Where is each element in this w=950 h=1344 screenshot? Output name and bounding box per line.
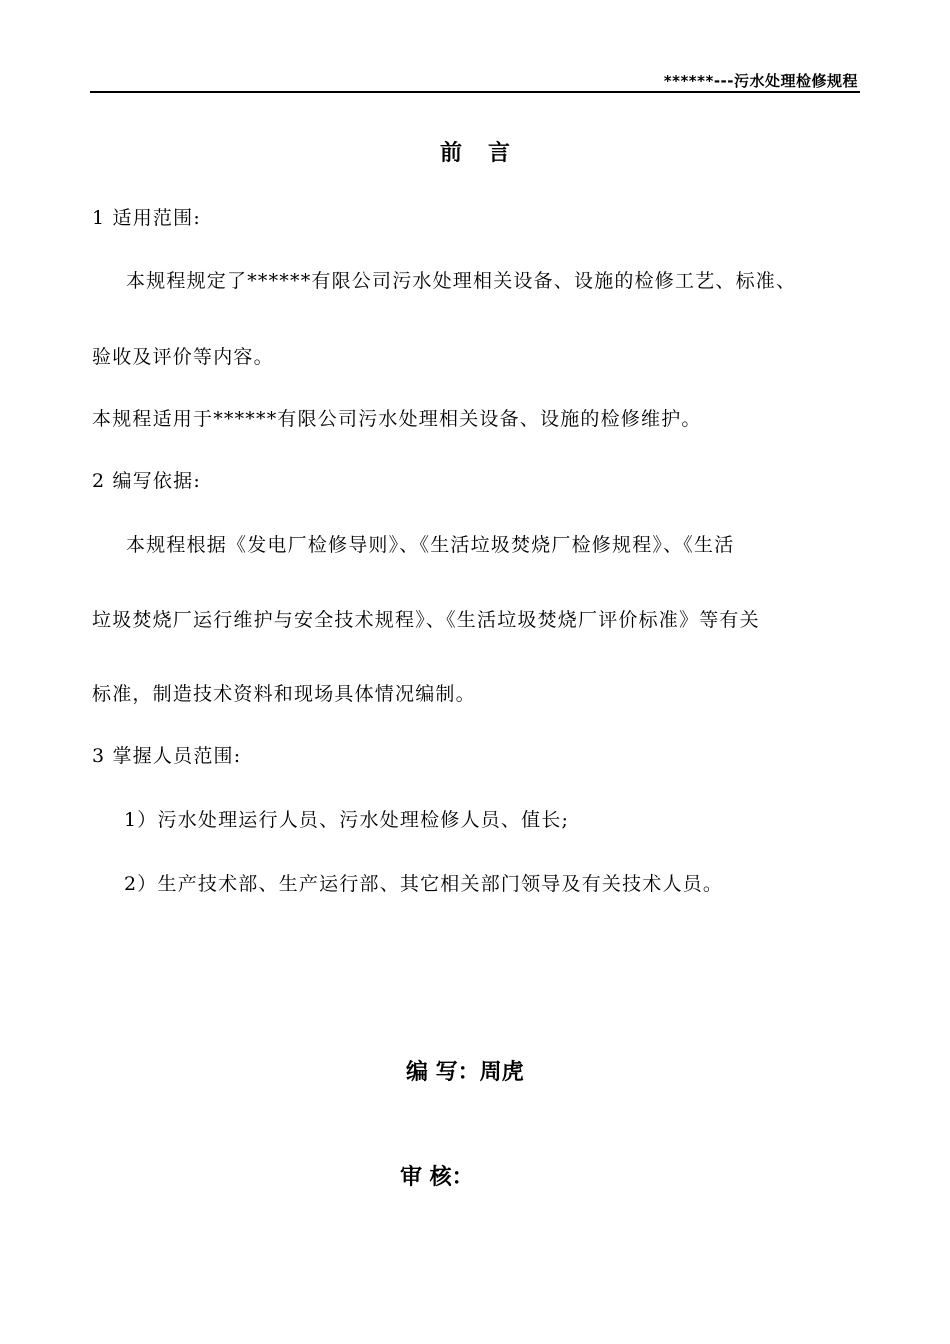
header-title: ******---污水处理检修规程 <box>663 72 858 90</box>
header-divider <box>90 91 860 93</box>
section-1-heading: 1 适用范围: <box>92 207 201 229</box>
section-2-paragraph-line-3: 标准，制造技术资料和现场具体情况编制。 <box>92 683 476 705</box>
signature-reviewer: 审 核： <box>400 1165 474 1190</box>
section-2-paragraph-line-2: 垃圾焚烧厂运行维护与安全技术规程》、《生活垃圾焚烧厂评价标准》等有关 <box>92 609 760 631</box>
page-title: 前言 <box>439 141 536 166</box>
section-3-heading: 3 掌握人员范围: <box>92 745 242 767</box>
section-3-list-item-1: 1）污水处理运行人员、污水处理检修人员、值长; <box>124 809 570 831</box>
signature-author: 编 写：周虎 <box>406 1060 524 1085</box>
section-3-list-item-2: 2）生产技术部、生产运行部、其它相关部门领导及有关技术人员。 <box>124 873 724 895</box>
section-2-heading: 2 编写依据: <box>92 470 201 492</box>
section-2-paragraph-line-1: 本规程根据《发电厂检修导则》、《生活垃圾焚烧厂检修规程》、《生活 <box>126 534 735 556</box>
section-1-paragraph-2: 本规程适用于******有限公司污水处理相关设备、设施的检修维护。 <box>92 408 702 430</box>
section-1-paragraph-line-1: 本规程规定了******有限公司污水处理相关设备、设施的检修工艺、标准、 <box>126 270 797 292</box>
section-1-paragraph-line-2: 验收及评价等内容。 <box>92 346 274 368</box>
